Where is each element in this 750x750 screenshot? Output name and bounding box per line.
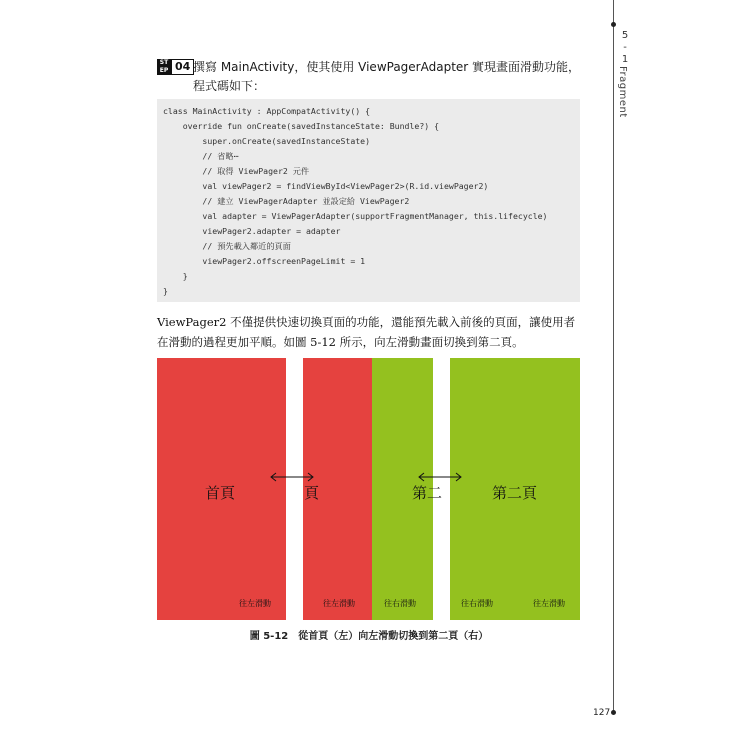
code-line: // 省略⋯ <box>163 151 239 161</box>
step-badge-bottom: EP <box>159 67 169 74</box>
code-line: // 預先載入鄰近的頁面 <box>163 241 291 251</box>
page-number-dot <box>611 710 616 715</box>
step-badge-top: ST <box>159 59 169 66</box>
code-lines <box>163 104 548 299</box>
code-line: val viewPager2 = findViewById<ViewPager2>(R.id.viewPager2) <box>163 181 489 191</box>
chapter-separator: - <box>623 42 627 53</box>
code-line: val adapter = ViewPagerAdapter(supportFragmentManager, this.lifecycle) <box>163 211 548 221</box>
code-line: viewPager2.offscreenPageLimit = 1 <box>163 256 366 266</box>
rail-dot-top <box>611 22 616 27</box>
page-number: 127 <box>593 708 611 718</box>
home-page-label: 首頁 <box>205 484 236 502</box>
code-line: override fun onCreate(savedInstanceState: Bundle?) { <box>163 121 440 131</box>
swipe-right-hint: 往右滑動 <box>461 599 493 608</box>
step-badge-label <box>157 59 171 75</box>
home-page-label-partial: 頁 <box>304 484 320 502</box>
chapter-major: 5 <box>621 30 629 41</box>
code-line: } <box>163 286 168 296</box>
step-badge <box>157 59 194 75</box>
code-line: viewPager2.adapter = adapter <box>163 226 341 236</box>
swipe-left-hint: 往左滑動 <box>239 599 271 608</box>
code-line: // 建立 ViewPagerAdapter 並設定給 ViewPager2 <box>163 196 410 206</box>
chapter-number <box>620 30 630 66</box>
chapter-minor: 1 <box>621 54 629 65</box>
code-line: class MainActivity : AppCompatActivity() { <box>163 106 371 116</box>
second-page-label-partial: 第二 <box>412 484 443 502</box>
second-page-label: 第二頁 <box>492 484 538 502</box>
swipe-arrow-left <box>268 471 316 483</box>
code-line: } <box>163 271 188 281</box>
swipe-right-hint: 往右滑動 <box>384 599 416 608</box>
swipe-left-hint: 往左滑動 <box>323 599 355 608</box>
code-line: // 取得 ViewPager2 元件 <box>163 166 310 176</box>
step-instruction: 撰寫 MainActivity，使其使用 ViewPagerAdapter 實現畫面滑動功能，程式碼如下： <box>193 60 581 93</box>
figure-caption: 圖 5-12 從首頁（左）向左滑動切換到第二頁（右） <box>249 631 489 642</box>
swipe-left-hint: 往左滑動 <box>533 599 565 608</box>
step-number: 04 <box>171 59 194 75</box>
chapter-title: Fragment <box>617 66 628 118</box>
body-paragraph: ViewPager2 不僅提供快速切換頁面的功能，還能預先載入前後的頁面，讓使用者在滑動的過程更加平順。如圖 5-12 所示，向左滑動畫面切換到第二頁。 <box>157 315 576 349</box>
code-line: super.onCreate(savedInstanceState) <box>163 136 371 146</box>
swipe-arrow-right <box>416 471 464 483</box>
